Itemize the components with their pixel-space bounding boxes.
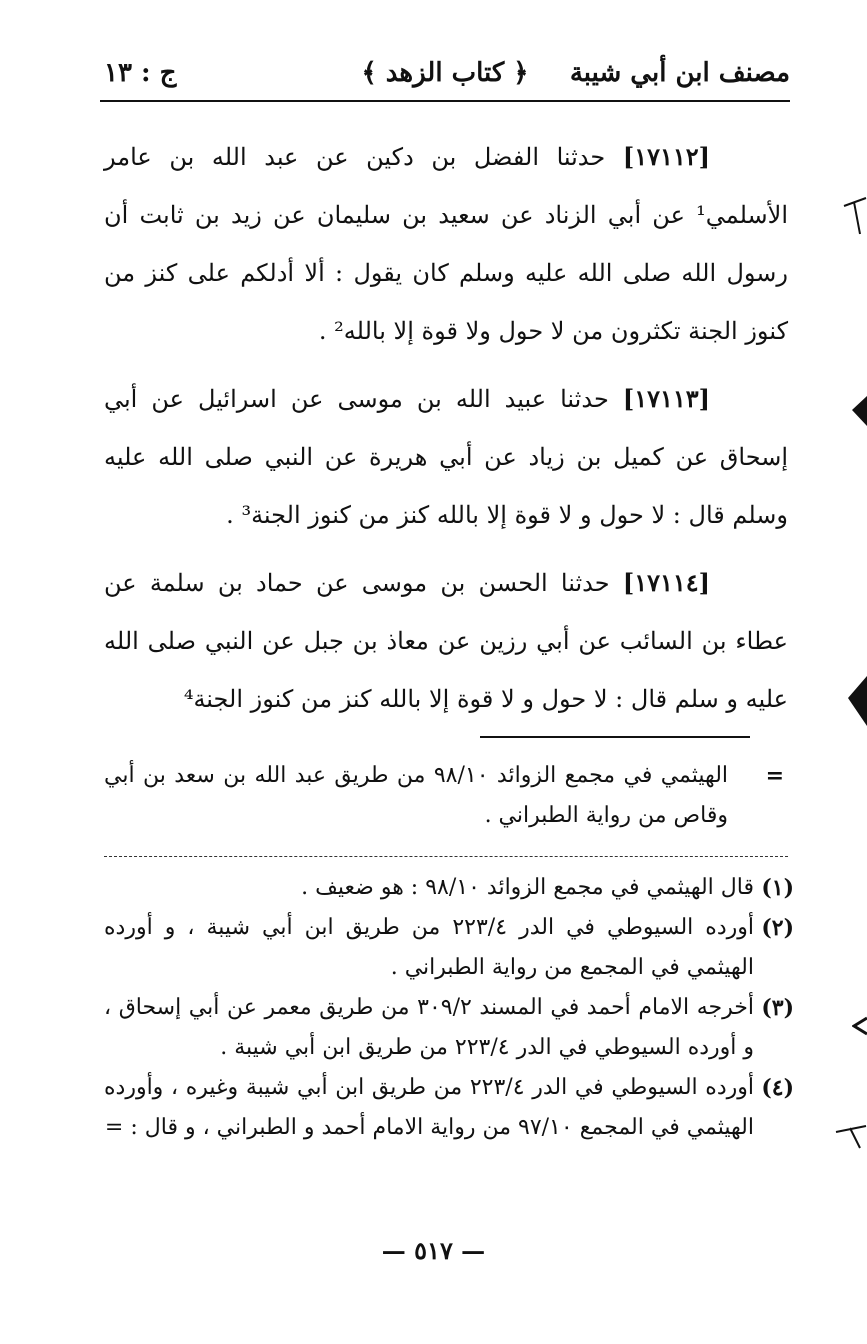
binding-mark-icon bbox=[852, 1016, 867, 1036]
footnote bbox=[104, 1068, 794, 1148]
footnote-number: (٢) bbox=[761, 915, 794, 941]
footnote-text: أورده السيوطي في الدر ٢٢٣/٤ من طريق ابن أبي شيبة وغيره ، وأورده الهيثمي في المجمع ٩٧/١٠ من رواية الامام أحمد و الطبراني ، و قال : = bbox=[104, 1075, 754, 1140]
footnote bbox=[104, 908, 794, 988]
hadith-text: حدثنا الحسن بن موسى عن حماد بن سلمة عن عطاء بن السائب عن أبي رزين عن معاذ بن جبل عن النبي صلى الله عليه و سلم قال : لا حول و لا قوة إلا بالله كنز من كنوز الجنة⁴ bbox=[104, 569, 788, 713]
volume-number: ج : ١٣ bbox=[104, 58, 177, 88]
footnote-number: (٤) bbox=[761, 1075, 794, 1101]
continuation-text: الهيثمي في مجمع الزوائد ٩٨/١٠ من طريق عبد الله بن سعد بن أبي وقاص من رواية الطبراني . bbox=[104, 763, 729, 828]
hadith-text: حدثنا عبيد الله بن موسى عن اسرائيل عن أبي إسحاق عن كميل بن زياد عن أبي هريرة عن النبي صلى الله عليه وسلم قال : لا حول و لا قوة إلا بالله كنز من كنوز الجنة³ . bbox=[104, 385, 788, 529]
footnote-number: (١) bbox=[761, 875, 794, 901]
page-number: — ٥١٧ — bbox=[381, 1236, 486, 1265]
hadith-entry bbox=[104, 554, 788, 728]
hadith-number: [١٧١١٣] bbox=[622, 384, 710, 413]
continuation-mark: = bbox=[765, 763, 784, 789]
hadith-number: [١٧١١٤] bbox=[622, 568, 710, 597]
footnote-text: أورده السيوطي في الدر ٢٢٣/٤ من طريق ابن أبي شيبة ، و أورده الهيثمي في المجمع من رواية الطبراني . bbox=[104, 915, 754, 980]
binding-mark-icon bbox=[842, 196, 867, 236]
chapter-title: ﴿ كتاب الزهد ﴾ bbox=[361, 58, 529, 88]
footnote-text: أخرجه الامام أحمد في المسند ٣٠٩/٢ من طريق معمر عن أبي إسحاق ، و أورده السيوطي في الدر ٢٢٣/٤ من طريق ابن أبي شيبة . bbox=[104, 995, 754, 1060]
hadith-entry bbox=[104, 370, 788, 544]
footnote-separator bbox=[480, 736, 750, 738]
dotted-divider bbox=[104, 856, 788, 857]
main-text bbox=[104, 128, 788, 738]
footnote-continuation bbox=[104, 756, 788, 836]
page-header bbox=[100, 52, 790, 102]
binding-mark-icon bbox=[844, 676, 867, 726]
hadith-text: حدثنا الفضل بن دكين عن عبد الله بن عامر الأسلمي¹ عن أبي الزناد عن سعيد بن سليمان عن زيد بن ثابت أن رسول الله صلى الله عليه وسلم كان يقول : ألا أدلكم على كنز من كنوز الجنة تكثرون من لا حول ولا قوة إلا بالله² . bbox=[104, 143, 788, 345]
footnote bbox=[104, 868, 794, 908]
hadith-number: [١٧١١٢] bbox=[622, 142, 710, 171]
footnote-number: (٣) bbox=[761, 995, 794, 1021]
footnote bbox=[104, 988, 794, 1068]
hadith-entry bbox=[104, 128, 788, 360]
binding-mark-icon bbox=[848, 396, 867, 426]
footnote-text: قال الهيثمي في مجمع الزوائد ٩٨/١٠ : هو ضعيف . bbox=[301, 875, 754, 900]
footnotes bbox=[104, 868, 794, 1148]
binding-mark-icon bbox=[834, 1112, 867, 1152]
book-title: مصنف ابن أبي شيبة bbox=[569, 58, 790, 88]
